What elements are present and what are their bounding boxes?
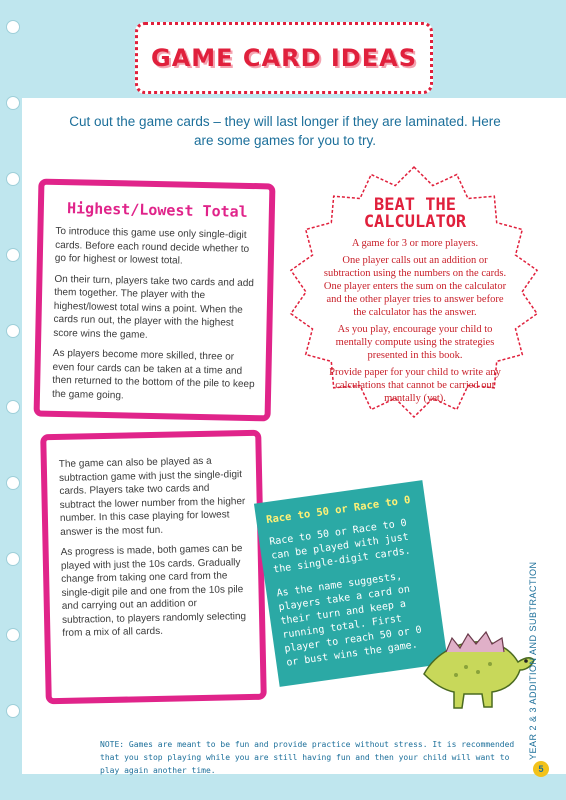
beat-calculator-card [288, 163, 541, 421]
subtraction-card [40, 430, 267, 705]
card-title: BEAT THE CALCULATOR [363, 195, 467, 232]
binder-hole [6, 324, 20, 338]
binder-hole [6, 400, 20, 414]
title-frame [135, 22, 433, 94]
side-label: YEAR 2 & 3 ADDITION AND SUBTRACTION [528, 561, 538, 760]
card-paragraph: Provide paper for your child to write any calculations that cannot be carried out mentally (yet). [329, 367, 501, 404]
card-title: Race to 50 or Race to 0 [265, 493, 412, 527]
card-paragraph: A game for 3 or more players. [351, 238, 479, 249]
binder-holes [0, 0, 22, 800]
card-title: Highest/Lowest Total [66, 199, 248, 221]
page-number: 5 [533, 761, 549, 777]
binder-hole [6, 96, 20, 110]
card-paragraph: One player calls out an addition or subtraction using the numbers on the cards. One player enters the sum on the calculator and the other player tries to answer before the calculator has the answer. [323, 255, 507, 318]
footer-note: NOTE: Games are meant to be fun and provide practice without stress. It is recommended that you stop playing while you are still having fun and then your child will want to play again another time. [100, 740, 515, 775]
card-paragraph: As progress is made, both games can be played with just the 10s cards. Gradually change from taking one card from the single-digit pile and one from the 10s pile and carrying out an addition or subtraction, to players randomly selecting from a mix of all cards. [60, 543, 247, 639]
binder-hole [6, 20, 20, 34]
binder-hole [6, 248, 20, 262]
binder-hole [6, 628, 20, 642]
binder-hole [6, 476, 20, 490]
card-paragraph: On their turn, players take two cards and add them together. The player with the highest/lowest total wins a point. When the cards run out, the player with the highest score wins the game. [53, 273, 255, 341]
card-paragraph: As the name suggests, players take a card on their turn and keep a running total. First player to reach 50 or 0 or bust wins the game. [275, 570, 423, 669]
intro-text: Cut out the game cards – they will last longer if they are laminated. Here are some games for you to try. [69, 114, 501, 148]
card-paragraph: As players become more skilled, three or even four cards can be taken at a time and then returned to the bottom of the pile to keep the game going. [51, 347, 255, 401]
binder-hole [6, 704, 20, 718]
dinosaur-illustration [416, 612, 536, 717]
binder-hole [6, 172, 20, 186]
page-title: GAME CARD IDEAS [151, 44, 417, 72]
highest-lowest-card [34, 179, 276, 422]
footer-band [22, 774, 566, 800]
card-paragraph: To introduce this game use only single-digit cards. Before each round decide whether to go for highest or lowest total. [54, 225, 250, 267]
card-paragraph: As you play, encourage your child to mentally compute using the strategies presented in this book. [335, 324, 495, 361]
binder-hole [6, 552, 20, 566]
card-paragraph: Race to 50 or Race to 0 can be played with just the single-digit cards. [268, 517, 412, 576]
card-paragraph: The game can also be played as a subtraction game with just the single-digit cards. Players take two cards and subtract the lower number from the higher number. In this case playing for lowest answer is the most fun. [58, 455, 246, 538]
